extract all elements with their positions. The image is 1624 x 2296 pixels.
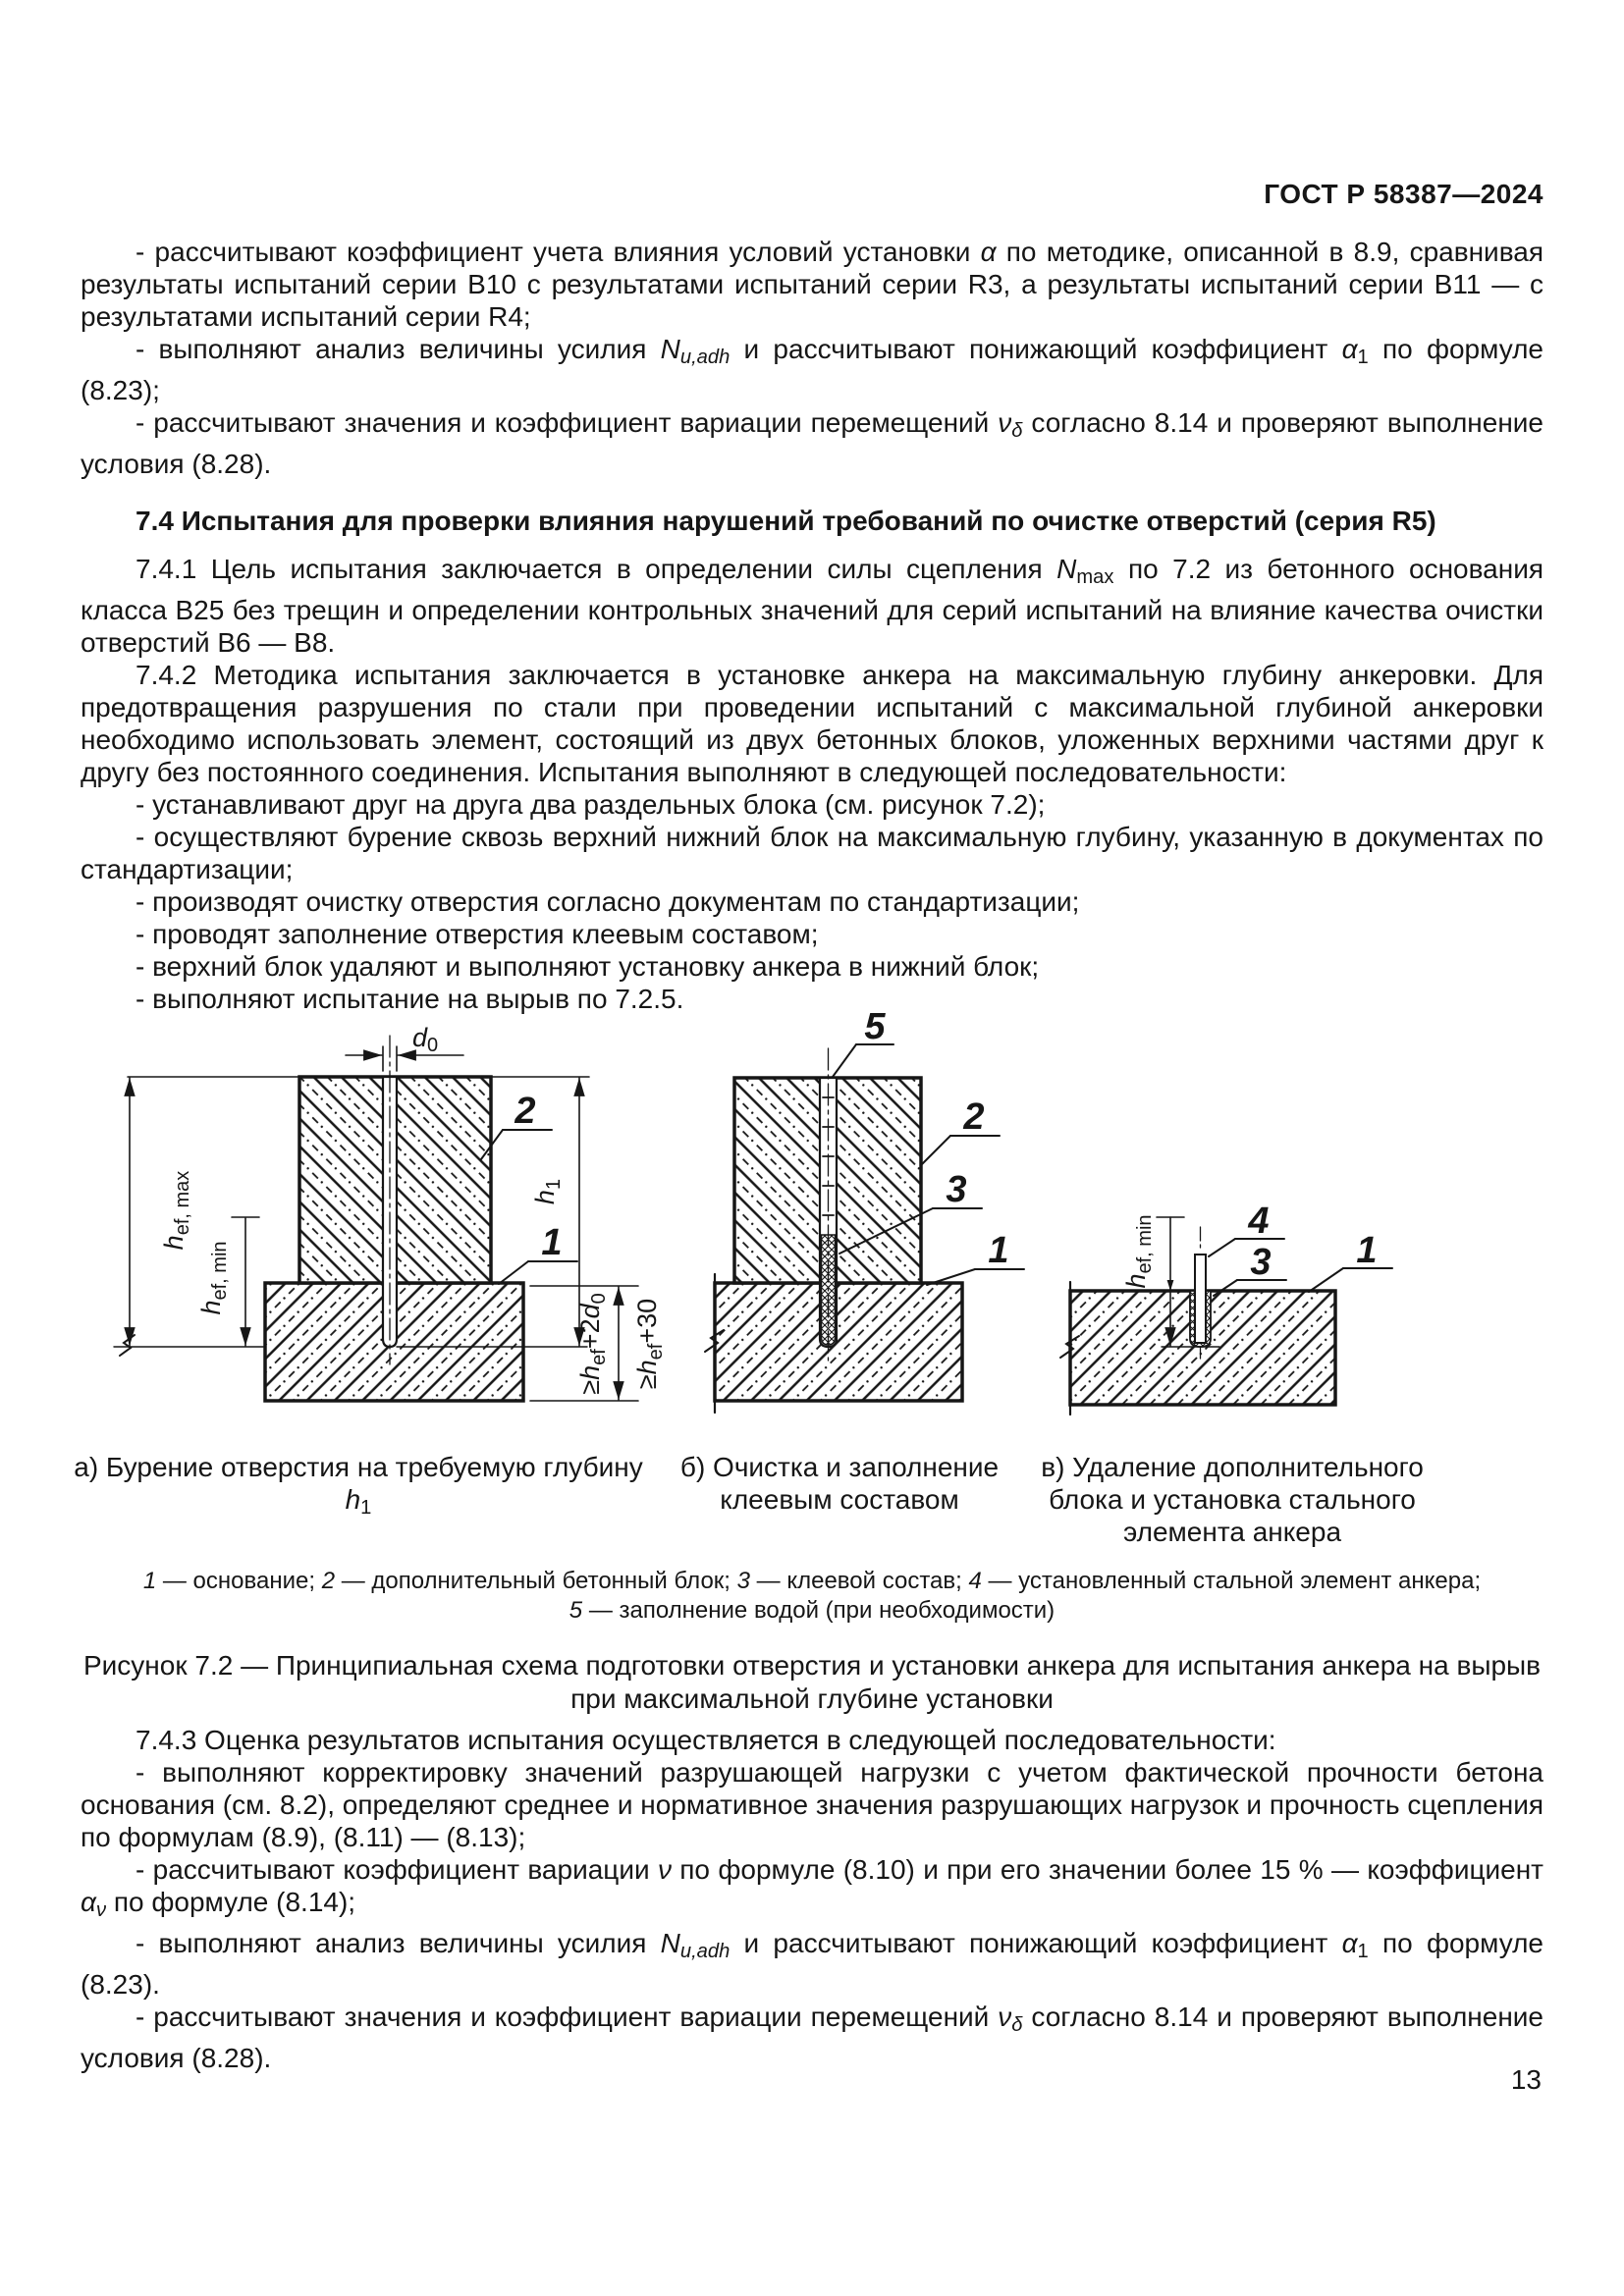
dim-h1: $h_1$ (530, 1178, 565, 1205)
paragraph (81, 333, 1543, 406)
text-segment: 2 (321, 1568, 336, 1594)
dim-hef-min: $h_{ef, min}$ (196, 1241, 231, 1315)
paragraph (81, 821, 1543, 885)
figure-title (81, 1649, 1543, 1716)
text-segment: α (980, 237, 997, 267)
paragraph (81, 1853, 1543, 1927)
text-segment: - выполняют корректировку значений разрушающей нагрузки с учетом фактической прочности бетона основания (см. 8.2), определяют среднее и нормативное значения разрушающих нагрузок и прочность сцепления по формулам (8.9), (8.11) — (8.13); (81, 1757, 1543, 1852)
pos-label-3: 3 (946, 1169, 967, 1210)
text-segment: и рассчитывают понижающий коэффициент (730, 334, 1342, 364)
text-segment: 7.4.1 Цель испытания заключается в определении силы сцепления (135, 554, 1057, 585)
text-segment: по 7.2 из бетонного основания класса В25 без трещин и определении контрольных значений для серий испытаний на влияние качества очистки отверстий В6 — В8. (81, 554, 1544, 659)
text-segment: - рассчитывают значения и коэффициент вариации перемещений (135, 407, 999, 439)
paragraph (81, 406, 1543, 480)
text-segment: - рассчитывают коэффициент учета влияния условий установки (135, 237, 981, 267)
page-number: 13 (1510, 2064, 1542, 2095)
text-segment: N (660, 334, 680, 364)
subfigure-c (1060, 1201, 1392, 1415)
section-heading (81, 505, 1543, 537)
dim-base-min2: $\ge h_{ef}+30$ (632, 1298, 667, 1390)
paragraph (81, 1724, 1543, 1756)
paragraph (81, 553, 1543, 659)
body-text-upper (81, 236, 1543, 1015)
text-segment: 7.4.2 Методика испытания заключается в установке анкера на максимальную глубину анкеровки. Для предотвращения разрушения по стали при проведении испытаний с максимальной глубиной анкеровки необходимо использовать элемент, состоящий из двух бетонных блоков, уложенных верхними частями друг к другу без постоянного соединения. Испытания выполняют в следующей последовательности: (81, 660, 1543, 788)
text-segment: ν (998, 407, 1012, 439)
text-segment: N (660, 1928, 680, 1959)
text-segment: α (1341, 1928, 1358, 1959)
paragraph (81, 1756, 1543, 1853)
body-text-lower (81, 1724, 1543, 2074)
pos-label-1: 1 (988, 1230, 1009, 1271)
subfigure-a (114, 1023, 667, 1401)
text-segment: 1 (1357, 347, 1369, 369)
pos-label-4: 4 (1248, 1201, 1270, 1242)
text-segment: max (1076, 566, 1114, 589)
text-segment: - производят очистку отверстия согласно документам по стандартизации; (135, 886, 1080, 918)
pos-label-2: 2 (514, 1091, 536, 1132)
text-segment: α (81, 1887, 96, 1917)
text-segment: 7.4.3 Оценка результатов испытания осуществляется в следующей последовательности: (135, 1725, 1276, 1755)
text-line: при максимальной глубине установки (570, 1683, 1054, 1714)
text-segment: - проводят заполнение отверстия клеевым составом; (135, 919, 819, 950)
text-segment: δ (1011, 420, 1023, 443)
text-segment: N (1056, 554, 1077, 585)
text-segment: и рассчитывают понижающий коэффициент (730, 1928, 1342, 1959)
text-line: в) Удаление дополнительного (1041, 1452, 1424, 1482)
text-segment: по формуле (8.14); (106, 1887, 356, 1917)
text-line: клеевым составом (720, 1484, 959, 1515)
text-segment: согласно 8.14 и проверяют выполнение условия (8.28). (81, 2002, 1543, 2074)
text-segment: — установленный стальной элемент анкера; (981, 1568, 1482, 1594)
subfigure-b (705, 1009, 1024, 1413)
text-segment: 7.4 Испытания для проверки влияния нарушений требований по очистке отверстий (серия R5) (135, 506, 1436, 537)
paragraph (81, 788, 1543, 821)
pos-label-2: 2 (963, 1096, 985, 1138)
paragraph (81, 236, 1543, 333)
text-segment: 5 (568, 1597, 583, 1624)
break-mark (120, 1335, 135, 1356)
text-segment: — заполнение водой (при необходимости) (582, 1597, 1056, 1624)
steel-anchor-element (1195, 1255, 1206, 1343)
dim-hef-min: $h_{ef, min}$ (1121, 1214, 1156, 1289)
text-segment: - выполняют анализ величины усилия (135, 1928, 661, 1959)
text-segment: по формуле (8.10) и при его значении более 15 % — коэффициент (671, 1854, 1544, 1885)
paragraph (81, 950, 1543, 983)
text-segment: h (345, 1484, 361, 1515)
text-segment: — дополнительный бетонный блок; (335, 1568, 737, 1594)
caption-c (1036, 1451, 1429, 1548)
text-segment: по методике, описанной в 8.9, сравнивая результаты испытаний серии В10 с результатами испытаний серии R3, а результаты испытаний серии В11 — с результатами испытаний серии R4; (81, 237, 1543, 332)
text-segment: - осуществляют бурение сквозь верхний нижний блок на максимальную глубину, указанную в документах по стандартизации; (81, 822, 1543, 885)
paragraph (81, 1927, 1543, 2001)
text-segment: — основание; (156, 1568, 322, 1594)
caption-a (74, 1451, 643, 1524)
text-segment: 1 (142, 1568, 157, 1594)
text-line: Рисунок 7.2 — Принципиальная схема подготовки отверстия и установки анкера для испытания анкера на вырыв (82, 1650, 1542, 1681)
text-segment: согласно 8.14 и проверяют выполнение условия (8.28). (81, 407, 1543, 480)
text-segment: u,adh (679, 1941, 731, 1963)
text-segment: 3 (736, 1568, 750, 1594)
dim-base-min1: $\ge h_{ef}+2d_0$ (575, 1293, 610, 1395)
text-segment: - выполняют испытание на вырыв по 7.2.5. (135, 984, 684, 1015)
text-segment: 4 (968, 1568, 982, 1594)
text-segment: - рассчитывают коэффициент вариации (135, 1854, 658, 1885)
text-line: б) Очистка и заполнение (679, 1452, 1000, 1482)
pos-label-5: 5 (864, 1009, 886, 1047)
text-line: блока и установка стального (1049, 1484, 1416, 1515)
text-segment: — клеевой состав; (750, 1568, 969, 1594)
pos-label-1: 1 (541, 1222, 563, 1263)
text-segment: u,adh (679, 347, 731, 369)
paragraph (81, 918, 1543, 950)
text-segment: δ (1011, 2014, 1023, 2037)
paragraph (81, 885, 1543, 918)
text-segment: а) Бурение отверстия на требуемую глубину (74, 1452, 643, 1482)
paragraph (81, 2001, 1543, 2074)
legend-line (81, 1596, 1543, 1626)
document-header: ГОСТ Р 58387—2024 (1264, 179, 1543, 209)
base-block (715, 1283, 962, 1401)
text-segment: - выполняют анализ величины усилия (135, 334, 661, 364)
paragraph (81, 659, 1543, 788)
dim-hef-max: $h_{ef, max}$ (159, 1170, 193, 1251)
text-segment: ν (95, 1899, 107, 1922)
text-segment: - верхний блок удаляют и выполняют установку анкера в нижний блок; (135, 951, 1040, 983)
caption-b (677, 1451, 1001, 1516)
text-segment: - рассчитывают значения и коэффициент вариации перемещений (135, 2002, 999, 2033)
text-segment: ν (657, 1854, 672, 1885)
text-segment: ν (998, 2002, 1012, 2033)
figure-legend (81, 1567, 1543, 1626)
text-segment: 1 (1357, 1941, 1369, 1963)
text-line: элемента анкера (1122, 1517, 1342, 1547)
text-segment: α (1341, 334, 1358, 364)
pos-label-1: 1 (1356, 1230, 1378, 1271)
figure-7-2 (0, 1009, 1624, 1431)
text-segment: по формуле (8.23); (81, 334, 1543, 406)
legend-line (81, 1567, 1543, 1596)
text-segment: - устанавливают друг на друга два раздельных блока (см. рисунок 7.2); (135, 789, 1046, 821)
text-segment: по формуле (8.23). (81, 1928, 1543, 2001)
pos-label-3: 3 (1250, 1242, 1272, 1283)
dim-d0: d0 (412, 1023, 439, 1056)
text-segment: 1 (360, 1497, 372, 1520)
